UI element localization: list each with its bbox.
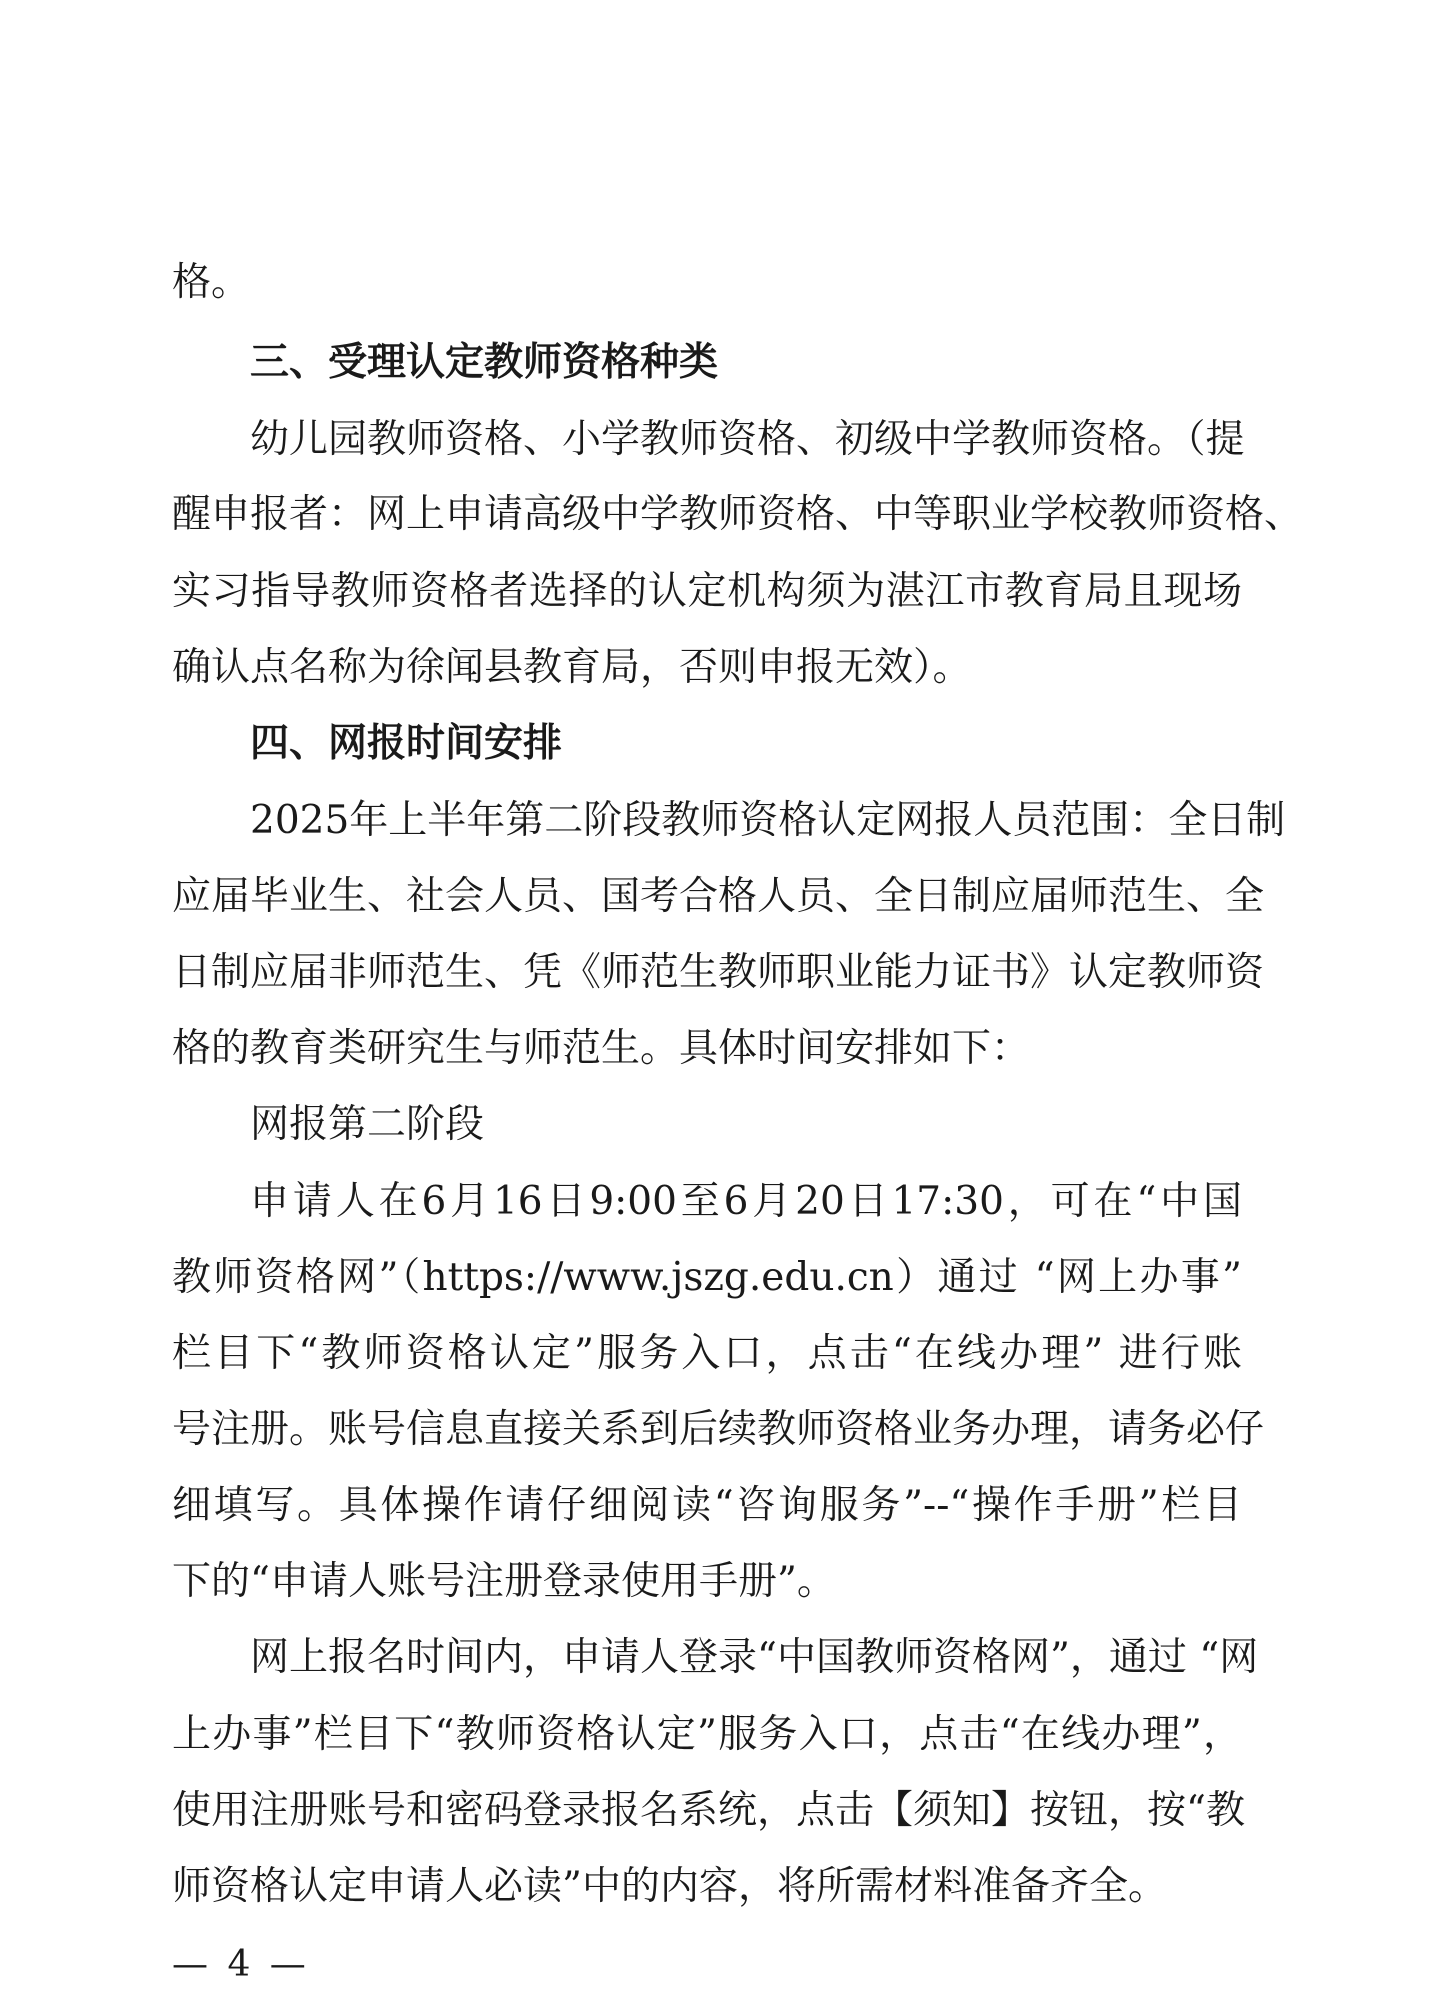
paragraph-line: 栏目下“教师资格认定”服务入口，点击“在线办理” 进行账: [172, 1331, 1242, 1376]
paragraph-line: 幼儿园教师资格、小学教师资格、初级中学教师资格。（提: [250, 417, 1245, 462]
paragraph-line: 应届毕业生、社会人员、国考合格人员、全日制应届师范生、全: [172, 874, 1265, 919]
section-heading-4: 四、网报时间安排: [250, 721, 563, 766]
paragraph-line: 网上报名时间内，申请人登录“中国教师资格网”，通过 “网: [250, 1635, 1259, 1680]
paragraph-line: 日制应届非师范生、凭《师范生教师职业能力证书》认定教师资: [172, 950, 1265, 995]
paragraph-line: 细填写。具体操作请仔细阅读“咨询服务”--“操作手册”栏目: [172, 1483, 1242, 1528]
paragraph-line: 申请人在6月16日9:00至6月20日17:30，可在“中国: [250, 1179, 1242, 1224]
paragraph-line: 确认点名称为徐闻县教育局，否则申报无效）。: [172, 645, 972, 690]
paragraph-line: 教师资格网”（https://www.jszg.edu.cn）通过 “网上办事”: [172, 1255, 1242, 1300]
paragraph-line: 实习指导教师资格者选择的认定机构须为湛江市教育局且现场: [172, 569, 1242, 614]
page-number: — 4 —: [172, 1944, 310, 1985]
paragraph-line: 下的“申请人账号注册登录使用手册”。: [172, 1559, 836, 1604]
paragraph-line: 上办事”栏目下“教师资格认定”服务入口，点击“在线办理”，: [172, 1712, 1242, 1757]
paragraph-line: 号注册。账号信息直接关系到后续教师资格业务办理，请务必仔: [172, 1407, 1265, 1452]
paragraph-line: 师资格认定申请人必读”中的内容，将所需材料准备齐全。: [172, 1864, 1167, 1909]
paragraph-line: 格的教育类研究生与师范生。具体时间安排如下：: [172, 1026, 1031, 1071]
paragraph-line: 醒申报者：网上申请高级中学教师资格、中等职业学校教师资格、: [172, 492, 1304, 537]
paragraph-line: 2025年上半年第二阶段教师资格认定网报人员范围：全日制: [250, 798, 1286, 843]
paragraph-line: 格。: [172, 260, 251, 305]
section-heading-3: 三、受理认定教师资格种类: [250, 340, 719, 385]
paragraph-line: 使用注册账号和密码登录报名系统，点击【须知】按钮，按“教: [172, 1788, 1245, 1833]
subheading-stage-two: 网报第二阶段: [250, 1102, 485, 1147]
